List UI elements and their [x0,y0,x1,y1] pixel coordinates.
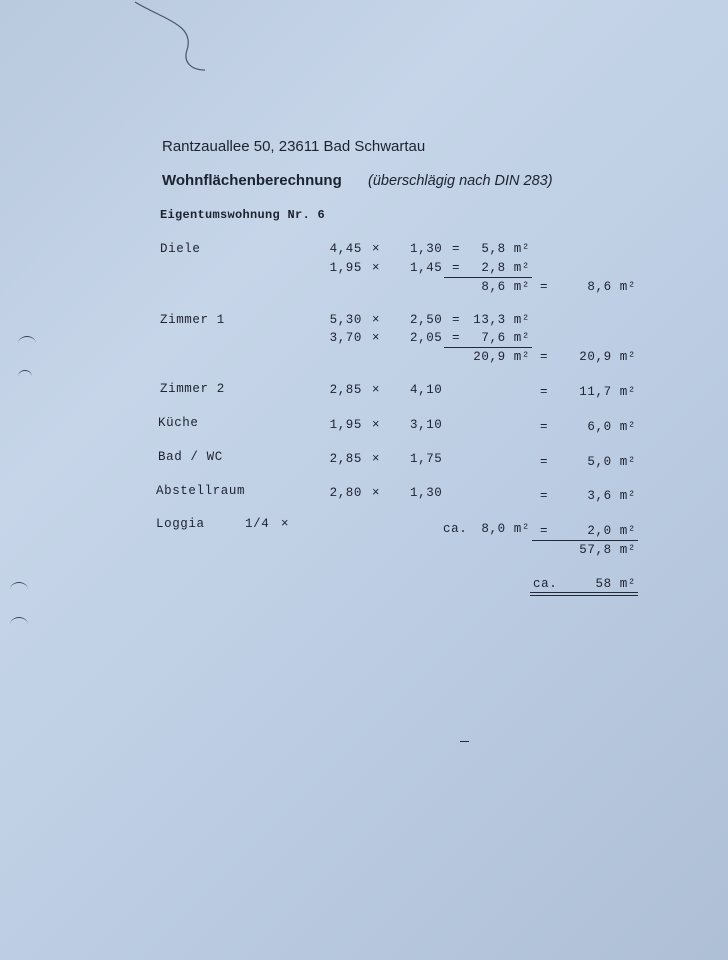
subtotal-rule [444,347,532,348]
times-sign: × [281,517,290,531]
grand-total-rule [532,540,638,541]
equals-sign: = [452,261,461,275]
equals-sign: = [540,489,549,503]
double-underline-top [530,592,638,593]
rounded-total-value: 58 m² [595,577,636,591]
length-value: 1,95 [329,418,362,432]
equals-sign: = [452,331,461,345]
times-sign: × [372,331,381,345]
punch-hole-mark [18,370,32,383]
times-sign: × [372,313,381,327]
length-value: 4,45 [329,242,362,256]
times-sign: × [372,418,381,432]
grand-total-value: 57,8 m² [579,543,636,557]
page-title: Wohnflächenberechnung [162,172,342,189]
unit-label: Eigentumswohnung Nr. 6 [160,208,326,222]
equals-sign: = [540,455,549,469]
width-value: 3,10 [410,418,443,432]
width-value: 1,30 [410,242,443,256]
room-name-bad: Bad / WC [158,450,223,464]
room-name-zimmer1: Zimmer 1 [160,313,225,327]
room-total: 6,0 m² [587,420,636,434]
approx-label: ca. [443,522,468,536]
room-name-loggia: Loggia [156,517,205,531]
room-total: 5,0 m² [587,455,636,469]
equals-sign: = [540,350,549,364]
punch-hole-mark [10,617,28,632]
pencil-scribble [125,0,215,80]
loggia-area: 8,0 m² [481,522,530,536]
equals-sign: = [540,524,549,538]
room-name-abstellraum: Abstellraum [156,484,246,498]
width-value: 1,75 [410,452,443,466]
times-sign: × [372,383,381,397]
times-sign: × [372,242,381,256]
width-value: 4,10 [410,383,443,397]
room-name-zimmer2: Zimmer 2 [160,382,225,396]
length-value: 3,70 [329,331,362,345]
loggia-factor: 1/4 [245,517,270,531]
length-value: 2,80 [329,486,362,500]
length-value: 2,85 [329,383,362,397]
width-value: 2,50 [410,313,443,327]
stray-mark [460,741,469,742]
equals-sign: = [452,313,461,327]
subtotal-rule [444,277,532,278]
equals-sign: = [540,420,549,434]
room-total: 3,6 m² [587,489,636,503]
area-value: 7,6 m² [481,331,530,345]
punch-hole-mark [18,336,36,351]
room-name-kueche: Küche [158,416,199,430]
area-value: 2,8 m² [481,261,530,275]
room-total: 8,6 m² [587,280,636,294]
room-name-diele: Diele [160,242,201,256]
rounded-approx-label: ca. [533,577,558,591]
double-underline-bottom [530,595,638,596]
subtotal-value: 20,9 m² [473,350,530,364]
page-subtitle: (überschlägig nach DIN 283) [368,173,553,189]
times-sign: × [372,261,381,275]
times-sign: × [372,486,381,500]
room-total: 2,0 m² [587,524,636,538]
length-value: 1,95 [329,261,362,275]
width-value: 1,45 [410,261,443,275]
equals-sign: = [540,385,549,399]
width-value: 1,30 [410,486,443,500]
area-value: 5,8 m² [481,242,530,256]
room-total: 11,7 m² [579,385,636,399]
room-total: 20,9 m² [579,350,636,364]
subtotal-value: 8,6 m² [481,280,530,294]
length-value: 2,85 [329,452,362,466]
equals-sign: = [452,242,461,256]
length-value: 5,30 [329,313,362,327]
width-value: 2,05 [410,331,443,345]
punch-hole-mark [10,582,28,597]
area-value: 13,3 m² [473,313,530,327]
times-sign: × [372,452,381,466]
equals-sign: = [540,280,549,294]
address-line: Rantzauallee 50, 23611 Bad Schwartau [162,138,426,155]
